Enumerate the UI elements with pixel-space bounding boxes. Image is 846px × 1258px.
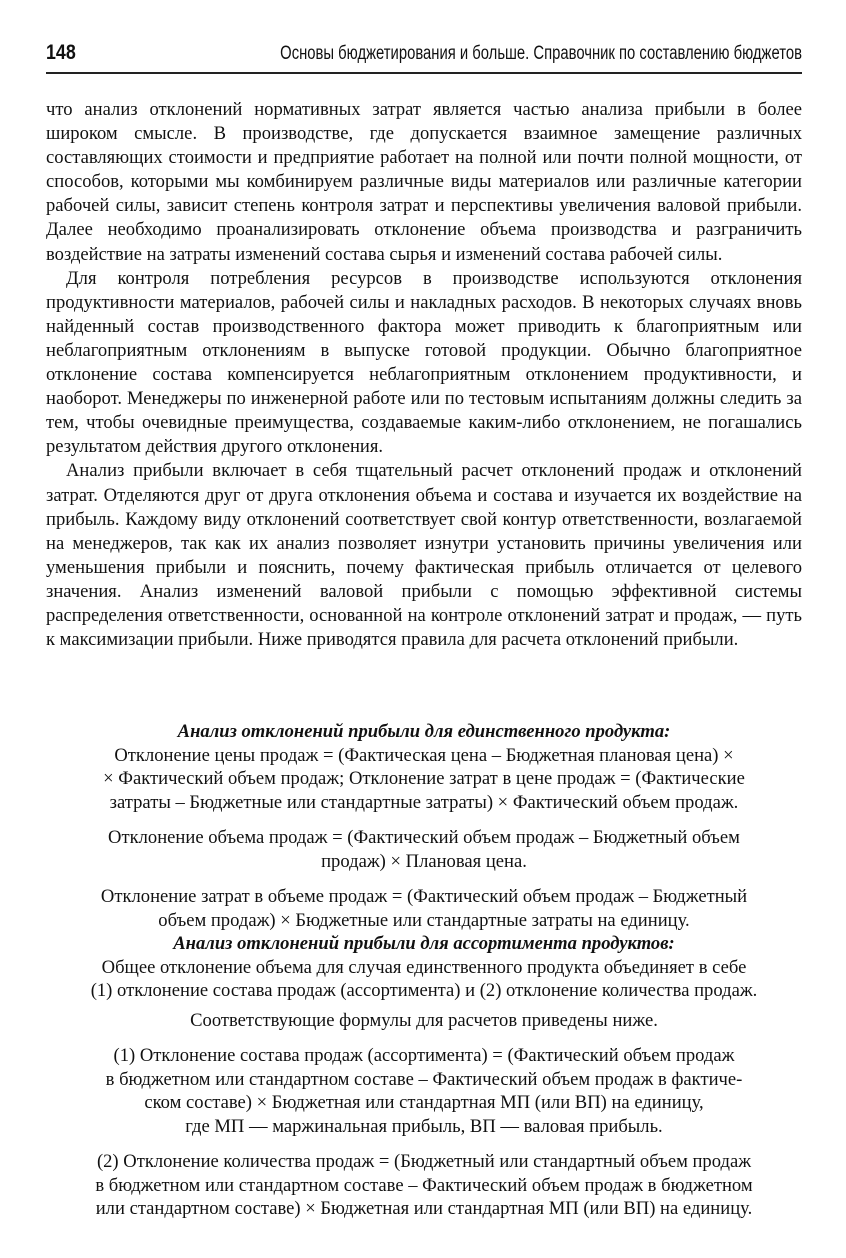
formula-line: Отклонение затрат в объеме продаж = (Фактический объем продаж – Бюджетный: [100, 886, 748, 907]
formula-line: продаж) × Плановая цена.: [321, 850, 527, 872]
body-text: [46, 98, 802, 652]
page-number: 148: [46, 41, 76, 64]
formula-line: Отклонение объема продаж = (Фактический объем продаж – Бюджетный объем: [108, 827, 740, 848]
formula-line: × Фактический объем продаж; Отклонение затрат в цене продаж = (Фактические: [103, 768, 745, 789]
text-line: Общее отклонение объема для случая единственного продукта объединяет в себе: [101, 956, 747, 978]
text-line: (1) отклонение состава продаж (ассортимента) и (2) отклонение количества продаж.: [90, 980, 758, 1001]
formula-line: где МП — маржинальная прибыль, ВП — валовая прибыль.: [185, 1115, 663, 1137]
formula-line: затраты – Бюджетные или стандартные затраты) × Фактический объем продаж.: [109, 791, 739, 813]
text-line: Соответствующие формулы для расчетов приведены ниже.: [190, 1009, 658, 1031]
formula-line: ском составе) × Бюджетная или стандартная МП (или ВП) на единицу,: [144, 1092, 704, 1113]
page-header: [46, 38, 802, 74]
formula-line: объем продаж) × Бюджетные или стандартные затраты на единицу.: [158, 909, 690, 931]
formula-line: (1) Отклонение состава продаж (ассортимента) = (Фактический объем продаж: [113, 1045, 735, 1066]
formula-line: или стандартном составе) × Бюджетная или стандартная МП (или ВП) на единицу.: [95, 1198, 753, 1219]
formula-line: в бюджетном или стандартном составе – Фактический объем продаж в фактиче-: [105, 1068, 743, 1090]
formula-line: в бюджетном или стандартном составе – Фактический объем продаж в бюджетном: [95, 1174, 753, 1196]
running-title: Основы бюджетирования и больше. Справочник по составлению бюджетов: [280, 43, 802, 64]
section-heading: Анализ отклонений прибыли для единственного продукта:: [177, 721, 671, 742]
paragraph: Анализ прибыли включает в себя тщательный расчет отклонений продаж и отклонений затрат. Отделяются друг от друга отклонения объема и состава и изучается их воздействие на прибыль. Каждому виду отклонений соответствует свой контур ответственности, возлагаемой на менеджеров, так как их анализ позволяет изнутри установить причины увеличения или уменьшения прибыли и пояснить, почему фактическая прибыль отличается от целевого значения. Анализ изменений валовой прибыли с помощью эффективной системы распределения ответственности, основанной на контроле отклонений затрат и продаж, — путь к максимизации прибыли. Ниже приводятся правила для расчета отклонений прибыли.: [46, 460, 802, 651]
paragraph: что анализ отклонений нормативных затрат является частью анализа прибыли в более широком смысле. В производстве, где допускается взаимное замещение различных составляющих стоимости и предприятие работает на полной или почти полной мощности, от способов, которыми мы комбинируем различные виды материалов или различные категории рабочей силы, зависит степень контроля затрат и перспективы увеличения валовой прибыли. Далее необходимо проанализировать отклонение объема производства и разграничить воздействие на затраты изменений состава сырья и изменений состава рабочей силы.: [46, 99, 802, 265]
formula-line: Отклонение цены продаж = (Фактическая цена – Бюджетная плановая цена) ×: [114, 744, 734, 766]
formulas-block: [46, 720, 802, 1221]
paragraph: Для контроля потребления ресурсов в производстве используются отклонения продуктивности материалов, рабочей силы и накладных расходов. В некоторых случаях вновь найденный состав производственного фактора может приводить к благоприятным или неблагоприятным отклонениям в выпуске готовой продукции. Обычно благоприятное отклонение состава компенсируется неблагоприятным отклонением продуктивности, и наоборот. Менеджеры по инженерной работе или по тестовым испытаниям должны следить за тем, чтобы очевидные преимущества, создаваемые каким-либо отклонением, не погашались результатом действия другого отклонения.: [46, 267, 802, 458]
formula-line: (2) Отклонение количества продаж = (Бюджетный или стандартный объем продаж: [96, 1151, 752, 1172]
section-heading: Анализ отклонений прибыли для ассортимента продуктов:: [173, 933, 675, 954]
